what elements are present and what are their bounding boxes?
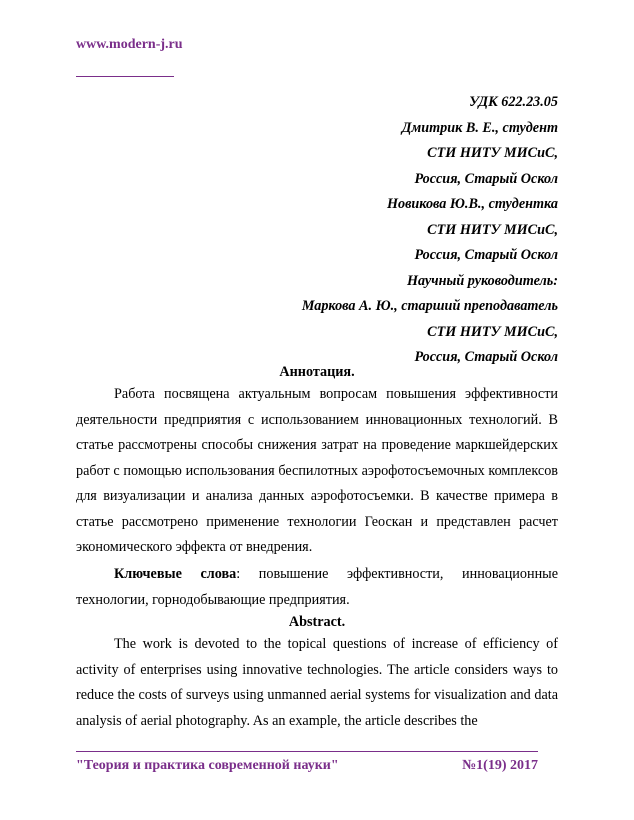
author-line: Россия, Старый Оскол (414, 247, 558, 263)
author-line: Россия, Старый Оскол (414, 170, 558, 187)
annotation-text: Работа посвящена актуальным вопросам повышения эффективности деятельности предприятия с использованием инновационных технологий. В статье рассмотрены способы снижения затрат на проведение маркшейдерских работ с помощью использования беспилотных аэрофотосъемочных комплексов для визуализации и анализа данных аэрофотосъемки. В качестве примера в статье рассмотрено применение технологии Геоскан и представлен расчет экономического эффекта от внедрения. (76, 386, 558, 555)
author-line: СТИ НИТУ МИСиС, (427, 323, 558, 340)
author-line: Маркова А. Ю., старший преподаватель (301, 298, 558, 314)
annotation-title: Аннотация. (279, 364, 355, 380)
author-line: Научный руководитель: (406, 272, 558, 289)
keywords-paragraph (76, 562, 558, 613)
footer-issue-number: №1(19) 2017 (462, 758, 538, 773)
footer-divider (76, 751, 538, 752)
author-line: Новикова Ю.В., студентка (386, 196, 558, 212)
abstract-text: The work is devoted to the topical questions of increase of efficiency of activity of enterprises using innovative technologies. The article considers ways to reduce the costs of surveys using unmanned aerial systems for visualization and data analysis of aerial photography. As an example, the article describes the (76, 636, 558, 729)
site-url[interactable]: www.modern-j.ru (76, 37, 183, 52)
author-line: Дмитрик В. Е., студент (401, 119, 558, 136)
author-block (76, 90, 558, 371)
keywords-label: Ключевые слова (114, 566, 237, 582)
keywords-text: : повышение эффективности, инновационные технологии, горнодобывающие предприятия. (76, 566, 559, 608)
author-line: СТИ НИТУ МИСиС, (427, 221, 558, 238)
abstract-title: Abstract. (288, 614, 346, 630)
udc-code: УДК 622.23.05 (469, 94, 558, 110)
author-line: Россия, Старый Оскол (414, 349, 558, 365)
footer-journal-name: "Теория и практика современной науки" (76, 758, 339, 773)
header-divider (76, 76, 174, 77)
author-line: СТИ НИТУ МИСиС, (427, 145, 558, 161)
